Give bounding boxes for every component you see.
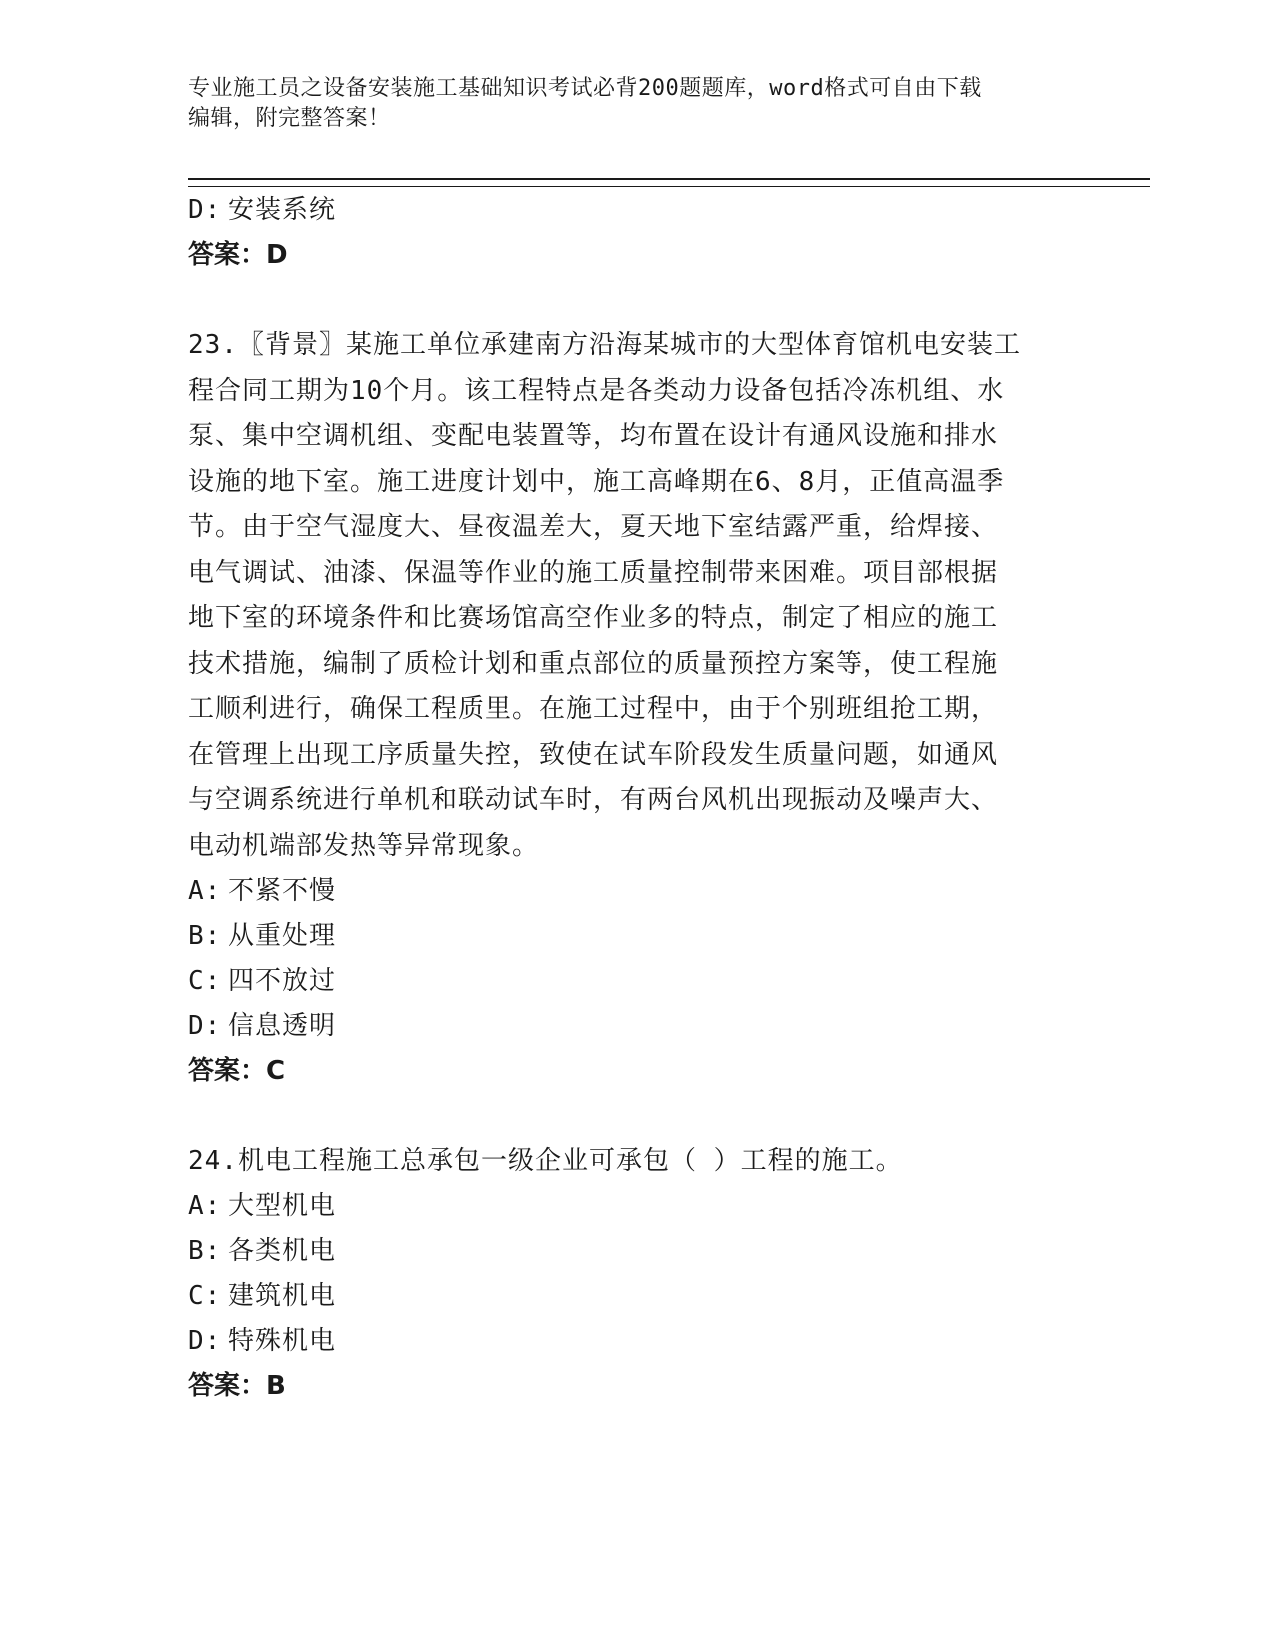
option-text: 各类机电 (228, 1236, 337, 1266)
option-text: 建筑机电 (228, 1281, 337, 1311)
question-stem (188, 323, 1088, 869)
stem-line: 节。由于空气湿度大、昼夜温差大，夏天地下室结露严重，给焊接、 (188, 512, 999, 542)
option-c (188, 1274, 1088, 1319)
answer-line: 答案：B (188, 1371, 286, 1401)
option-d (188, 1004, 1088, 1049)
option-letter: C: (188, 966, 222, 996)
question-23 (188, 323, 1088, 1094)
option-letter: D: (188, 1011, 222, 1041)
option-text: 不紧不慢 (228, 876, 337, 906)
answer-line: 答案：C (188, 1056, 286, 1086)
option-letter: A: (188, 876, 222, 906)
answer-line: 答案：D (188, 240, 288, 270)
option-text: 从重处理 (228, 921, 337, 951)
document-header (188, 74, 1088, 134)
option-d (188, 188, 1088, 233)
option-text: 信息透明 (228, 1011, 337, 1041)
option-d (188, 1319, 1088, 1364)
header-title-line-1: 专业施工员之设备安装施工基础知识考试必背200题题库，word格式可自由下载 (188, 76, 982, 101)
option-a (188, 869, 1088, 914)
stem-line: 泵、集中空调机组、变配电装置等，均布置在设计有通风设施和排水 (188, 421, 999, 451)
option-b (188, 1229, 1088, 1274)
spacer (188, 278, 1088, 323)
option-letter: D: (188, 1326, 222, 1356)
option-text: 四不放过 (228, 966, 337, 996)
option-c (188, 959, 1088, 1004)
option-letter: C: (188, 1281, 222, 1311)
option-letter: D: (188, 195, 222, 225)
option-text: 大型机电 (228, 1191, 337, 1221)
question-24 (188, 1139, 1088, 1409)
stem-line: 在管理上出现工序质量失控，致使在试车阶段发生质量问题，如通风 (188, 739, 999, 770)
header-divider (188, 178, 1150, 187)
spacer (188, 1094, 1088, 1139)
option-b (188, 914, 1088, 959)
document-body (188, 188, 1088, 1409)
stem-line: 23.〖背景〗某施工单位承建南方沿海某城市的大型体育馆机电安装工 (188, 330, 1021, 360)
option-text: 安装系统 (228, 195, 337, 225)
option-letter: B: (188, 1236, 222, 1266)
option-text: 特殊机电 (228, 1326, 337, 1356)
option-a (188, 1184, 1088, 1229)
stem-line: 工顺利进行，确保工程质里。在施工过程中，由于个别班组抢工期， (188, 694, 999, 724)
header-title-line-2: 编辑，附完整答案！ (188, 106, 391, 131)
option-letter: B: (188, 921, 222, 951)
stem-line: 地下室的环境条件和比赛场馆高空作业多的特点，制定了相应的施工 (188, 603, 999, 633)
stem-line: 设施的地下室。施工进度计划中，施工高峰期在6、8月，正值高温季 (188, 466, 1005, 497)
stem-line: 技术措施，编制了质检计划和重点部位的质量预控方案等，使工程施 (188, 648, 999, 679)
question-stem: 24.机电工程施工总承包一级企业可承包（ ）工程的施工。 (188, 1146, 903, 1176)
stem-line: 与空调系统进行单机和联动试车时，有两台风机出现振动及噪声大、 (188, 785, 999, 815)
stem-line: 程合同工期为10个月。该工程特点是各类动力设备包括冷冻机组、水 (188, 375, 1005, 406)
stem-line: 电动机端部发热等异常现象。 (188, 830, 540, 861)
option-letter: A: (188, 1191, 222, 1221)
question-22-tail (188, 188, 1088, 278)
stem-line: 电气调试、油漆、保温等作业的施工质量控制带来困难。项目部根据 (188, 557, 999, 588)
